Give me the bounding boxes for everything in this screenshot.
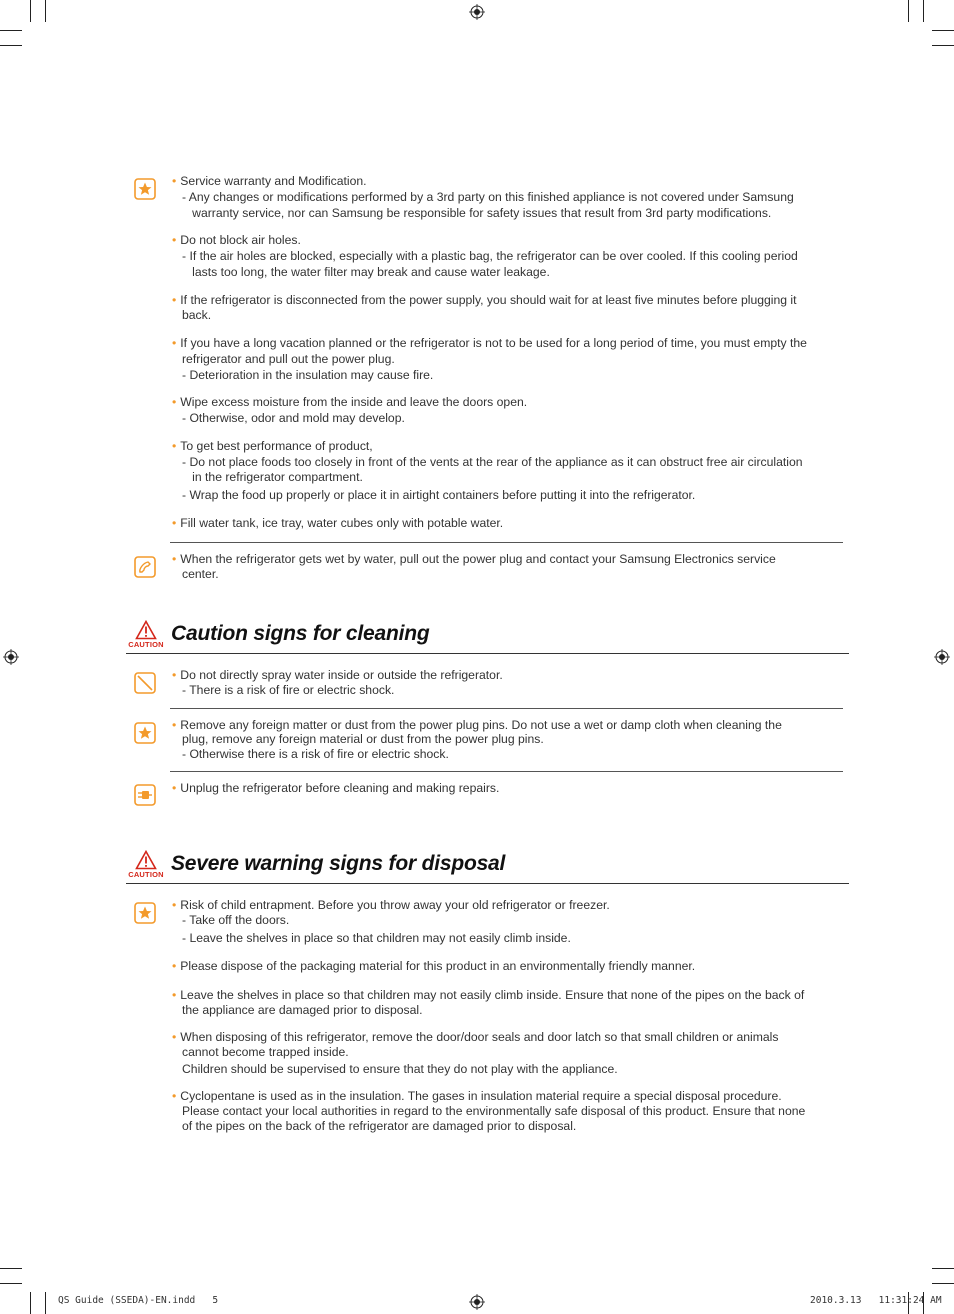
crop-mark: [0, 1268, 22, 1269]
crop-mark: [908, 0, 909, 22]
list-item-detail: lasts too long, the water filter may break and cause water leakage.: [182, 265, 550, 279]
list-item-detail: - There is a risk of fire or electric shock.: [182, 683, 395, 697]
crop-mark: [0, 30, 22, 31]
list-item-detail: of the pipes on the back of the refrigerator are damaged prior to disposal.: [182, 1119, 577, 1133]
crop-mark: [932, 1268, 954, 1269]
caution-sign: [126, 620, 166, 650]
footer-timestamp: 2010.3.13 11:31:24 AM: [810, 1295, 942, 1306]
list-item: • Unplug the refrigerator before cleaning and making repairs.: [172, 781, 500, 795]
list-item: • Cyclopentane is used as in the insulation. The gases in insulation material require a special disposal procedure.: [172, 1089, 782, 1103]
crop-mark: [45, 0, 46, 22]
crop-mark: [0, 1283, 22, 1284]
crop-mark: [30, 0, 31, 22]
unplug-icon: [134, 784, 156, 806]
caution-label: CAUTION: [128, 870, 164, 879]
star-note-icon: [134, 722, 156, 744]
list-item-detail: - Take off the doors.: [182, 913, 290, 927]
section-underline: [126, 883, 849, 884]
list-item-detail: - Do not place foods too closely in front of the vents at the rear of the appliance as it can obstruct free air circulation: [182, 455, 803, 469]
crop-mark: [932, 45, 954, 46]
star-note-icon: [134, 902, 156, 924]
crop-mark: [30, 1292, 31, 1314]
list-item-detail: the appliance are damaged prior to disposal.: [182, 1003, 423, 1017]
phone-icon: [134, 556, 156, 578]
section-title: Caution signs for cleaning: [171, 622, 430, 645]
list-item: • Fill water tank, ice tray, water cubes only with potable water.: [172, 516, 504, 530]
list-item-detail: plug, remove any foreign material or dust from the power plug pins.: [182, 732, 544, 746]
list-item-detail: - Otherwise there is a risk of fire or electric shock.: [182, 747, 449, 761]
caution-sign: [126, 850, 166, 880]
star-note-icon: [134, 178, 156, 200]
divider: [170, 708, 843, 709]
section-underline: [126, 653, 849, 654]
list-item: • To get best performance of product,: [172, 439, 373, 453]
list-item: • Do not block air holes.: [172, 233, 301, 247]
list-item-detail: Children should be supervised to ensure that they do not play with the appliance.: [182, 1062, 618, 1076]
crop-mark: [0, 45, 22, 46]
footer-filename: QS Guide (SSEDA)-EN.indd 5: [58, 1295, 219, 1306]
caution-label: CAUTION: [128, 640, 164, 649]
list-item-detail: center.: [182, 567, 219, 581]
list-item-detail: - Deterioration in the insulation may cause fire.: [182, 368, 434, 382]
list-item-detail: - Any changes or modifications performed by a 3rd party on this finished appliance is not covered under Samsung: [182, 190, 794, 204]
list-item: • Leave the shelves in place so that children may not easily climb inside. Ensure that none of the pipes on the back of: [172, 988, 805, 1002]
registration-mark-icon: [934, 649, 950, 665]
list-item: • When the refrigerator gets wet by water, pull out the power plug and contact your Samsung Electronics service: [172, 552, 776, 566]
list-item-detail: warranty service, nor can Samsung be responsible for safety issues that result from 3rd party modifications.: [182, 206, 772, 220]
list-item-detail: Please contact your local authorities in regard to the environmentally safe disposal of this product. Ensure that none: [182, 1104, 806, 1118]
divider: [170, 542, 843, 543]
list-item: • When disposing of this refrigerator, remove the door/door seals and door latch so that small children or animals: [172, 1030, 779, 1044]
list-item-detail: - If the air holes are blocked, especially with a plastic bag, the refrigerator can be over cooled. If this cooling period: [182, 249, 798, 263]
section-title: Severe warning signs for disposal: [171, 852, 506, 875]
warning-triangle-icon: [135, 620, 157, 640]
list-item-detail: refrigerator and pull out the power plug.: [182, 352, 395, 366]
prohibited-icon: [134, 672, 156, 694]
list-item-detail: cannot become trapped inside.: [182, 1045, 349, 1059]
divider: [170, 771, 843, 772]
crop-mark: [932, 1283, 954, 1284]
list-item: • Remove any foreign matter or dust from the power plug pins. Do not use a wet or damp cloth when cleaning the: [172, 718, 782, 732]
registration-mark-icon: [469, 1294, 485, 1310]
list-item: • If the refrigerator is disconnected from the power supply, you should wait for at least five minutes before plugging it: [172, 293, 797, 307]
list-item: • Do not directly spray water inside or outside the refrigerator.: [172, 668, 503, 682]
warning-triangle-icon: [135, 850, 157, 870]
list-item-detail: - Leave the shelves in place so that children may not easily climb inside.: [182, 931, 571, 945]
crop-mark: [923, 0, 924, 22]
list-item-detail: - Otherwise, odor and mold may develop.: [182, 411, 405, 425]
list-item: • Please dispose of the packaging material for this product in an environmentally friendly manner.: [172, 959, 696, 973]
list-item-detail: in the refrigerator compartment.: [182, 470, 363, 484]
list-item: • Risk of child entrapment. Before you throw away your old refrigerator or freezer.: [172, 898, 610, 912]
registration-mark-icon: [3, 649, 19, 665]
crop-mark: [932, 30, 954, 31]
list-item-detail: back.: [182, 308, 212, 322]
list-item: • Service warranty and Modification.: [172, 174, 367, 188]
registration-mark-icon: [469, 4, 485, 20]
list-item-detail: - Wrap the food up properly or place it in airtight containers before putting it into the refrigerator.: [182, 488, 696, 502]
crop-mark: [45, 1292, 46, 1314]
list-item: • If you have a long vacation planned or the refrigerator is not to be used for a long period of time, you must empty the: [172, 336, 807, 350]
list-item: • Wipe excess moisture from the inside and leave the doors open.: [172, 395, 528, 409]
